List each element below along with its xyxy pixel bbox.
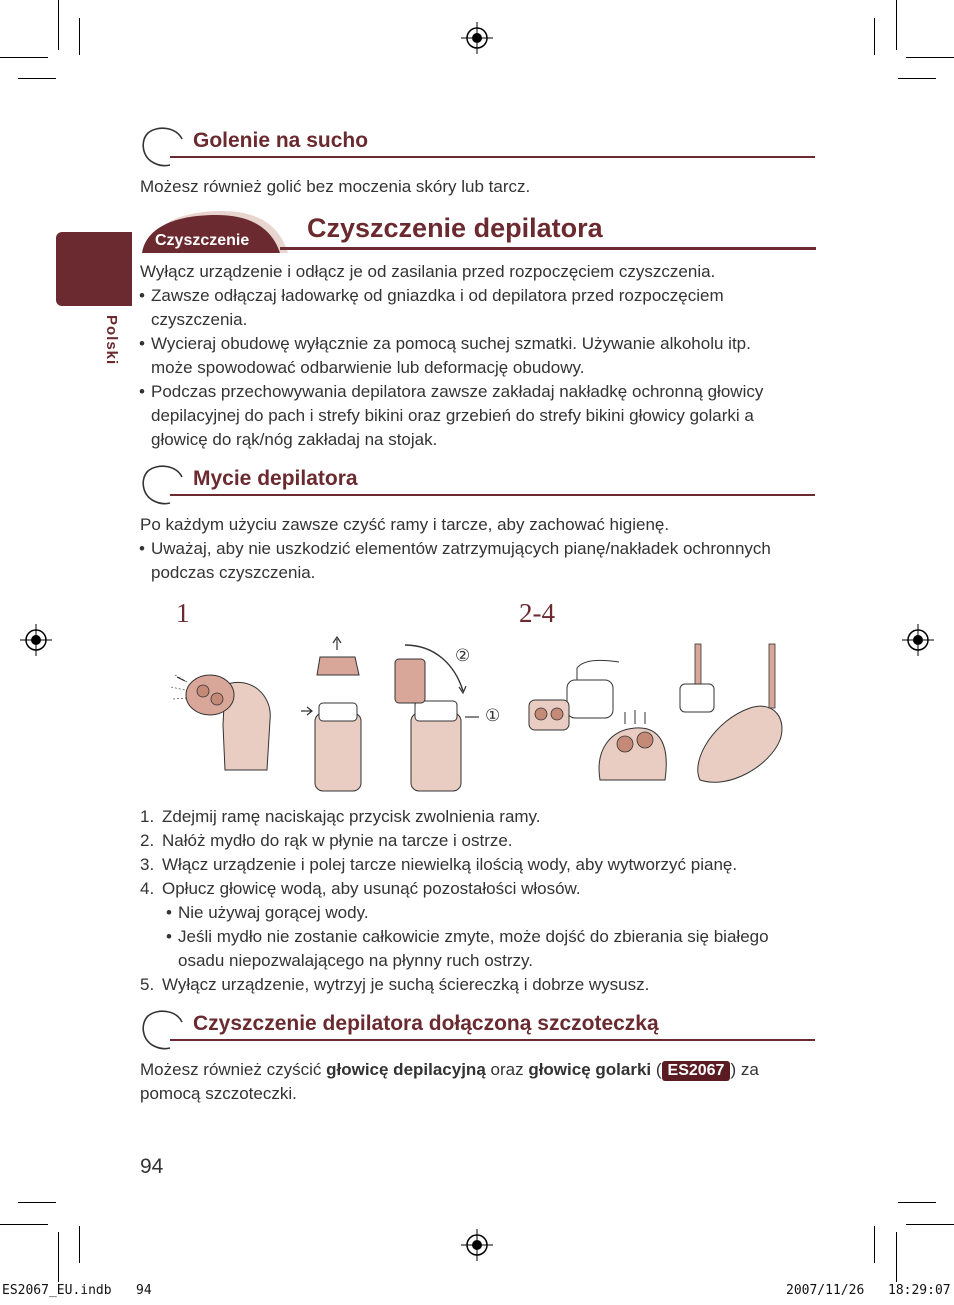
step-item: 3. Włącz urządzenie i polej tarcze niewielką ilością wody, aby wytworzyć pianę. xyxy=(140,855,738,874)
section-header-washing xyxy=(140,463,815,505)
sidebar-language-label: Polski xyxy=(103,315,120,366)
crop-mark xyxy=(896,0,897,50)
footer-page: 94 xyxy=(136,1283,152,1298)
registration-mark-icon xyxy=(461,1229,493,1261)
crop-mark xyxy=(874,18,875,55)
registration-mark-icon xyxy=(461,22,493,54)
crop-mark xyxy=(79,18,80,55)
step-item: 1. Zdejmij ramę naciskając przycisk zwolnienia ramy. xyxy=(140,807,541,826)
registration-mark-icon xyxy=(20,624,52,656)
section-title: Czyszczenie depilatora dołączoną szczoteczką xyxy=(193,1012,659,1035)
bullet-glyph: • xyxy=(139,334,145,353)
step-item: 4. Opłucz głowicę wodą, aby usunąć pozostałości włosów. xyxy=(140,879,581,898)
section-rule xyxy=(170,494,815,496)
section-title: Mycie depilatora xyxy=(193,467,358,490)
step-item: 2. Nałóż mydło do rąk w płynie na tarcze i ostrze. xyxy=(140,831,513,850)
bullet-glyph: • xyxy=(139,286,145,305)
crop-mark xyxy=(18,78,56,79)
crop-mark xyxy=(58,0,59,50)
cleaning-bullet: • Zawsze odłączaj ładowarkę od gniazdka i od depilatora przed rozpoczęciem czyszczenia. xyxy=(139,286,724,329)
chapter-title: Czyszczenie depilatora xyxy=(307,213,603,243)
footer-date: 2007/11/26 xyxy=(786,1283,865,1298)
model-badge: ES2067 xyxy=(662,1061,731,1081)
washing-bullet: • Uważaj, aby nie uszkodzić elementów zatrzymujących pianę/nakładek ochronnych podczas czyszczenia. xyxy=(139,539,771,582)
section-hook-icon xyxy=(140,1008,184,1050)
section-hook-icon xyxy=(140,463,184,505)
section-rule xyxy=(170,1039,815,1041)
footer-filename: ES2067_EU.indb xyxy=(2,1283,112,1298)
cleaning-bullet: • Podczas przechowywania depilatora zawsze zakładaj nakładkę ochronną głowicy depilacyjnej do pach i strefy bikini oraz grzebień do strefy bikini głowicy golarki a głowicę do rąk/nóg zakładaj na stojak. xyxy=(139,382,764,449)
section-header-brush-cleaning xyxy=(140,1008,815,1050)
step-marker-1: ① xyxy=(485,706,501,725)
footer-time: 18:29:07 xyxy=(888,1283,951,1298)
bullet-glyph: • xyxy=(166,927,172,946)
dry-shaving-text: Możesz również golić bez moczenia skóry lub tarcz. xyxy=(140,177,531,196)
chapter-tab-label: Czyszczenie xyxy=(155,232,250,249)
figure-label-2-4: 2-4 xyxy=(519,598,555,628)
crop-mark xyxy=(906,1224,954,1225)
crop-mark xyxy=(0,1224,48,1225)
crop-mark xyxy=(898,78,936,79)
section-header-dry-shaving xyxy=(140,125,815,167)
section-rule xyxy=(170,156,815,158)
page-number: 94 xyxy=(140,1155,164,1178)
step-marker-2: ② xyxy=(455,646,471,665)
registration-mark-icon xyxy=(902,624,934,656)
step-sub-bullet: • Jeśli mydło nie zostanie całkowicie zmyte, może dojść do zbierania się białego osadu niepozwalającego na płynny ruch ostrzy. xyxy=(166,927,769,970)
brush-cleaning-text: Możesz również czyścić głowicę depilacyjną oraz głowicę golarki ( ES2067 ) za pomocą szczoteczki. xyxy=(140,1060,759,1103)
crop-mark xyxy=(874,1226,875,1263)
crop-mark xyxy=(79,1226,80,1263)
crop-mark xyxy=(898,1202,936,1203)
language-tab xyxy=(56,232,132,306)
bullet-glyph: • xyxy=(166,903,172,922)
illustration-frame-removal xyxy=(155,635,495,793)
section-title: Golenie na sucho xyxy=(193,129,369,152)
bullet-glyph: • xyxy=(139,539,145,558)
washing-intro: Po każdym użyciu zawsze czyść ramy i tarcze, aby zachować higienę. xyxy=(140,515,670,534)
bullet-glyph: • xyxy=(139,382,145,401)
cleaning-intro: Wyłącz urządzenie i odłącz je od zasilania przed rozpoczęciem czyszczenia. xyxy=(140,262,716,281)
crop-mark xyxy=(906,57,954,58)
cleaning-bullet: • Wycieraj obudowę wyłącznie za pomocą suchej szmatki. Używanie alkoholu itp. może spowodować odbarwienie lub deformację obudowy. xyxy=(139,334,751,377)
figure-label-1: 1 xyxy=(176,598,190,628)
step-sub-bullet: • Nie używaj gorącej wody. xyxy=(178,901,369,925)
crop-mark xyxy=(896,1232,897,1282)
crop-mark xyxy=(18,1202,56,1203)
illustration-washing-steps xyxy=(525,640,795,792)
section-hook-icon xyxy=(140,125,184,167)
crop-mark xyxy=(0,57,48,58)
step-item: 5. Wyłącz urządzenie, wytrzyj je suchą ściereczką i dobrze wysusz. xyxy=(140,975,650,994)
crop-mark xyxy=(58,1232,59,1282)
